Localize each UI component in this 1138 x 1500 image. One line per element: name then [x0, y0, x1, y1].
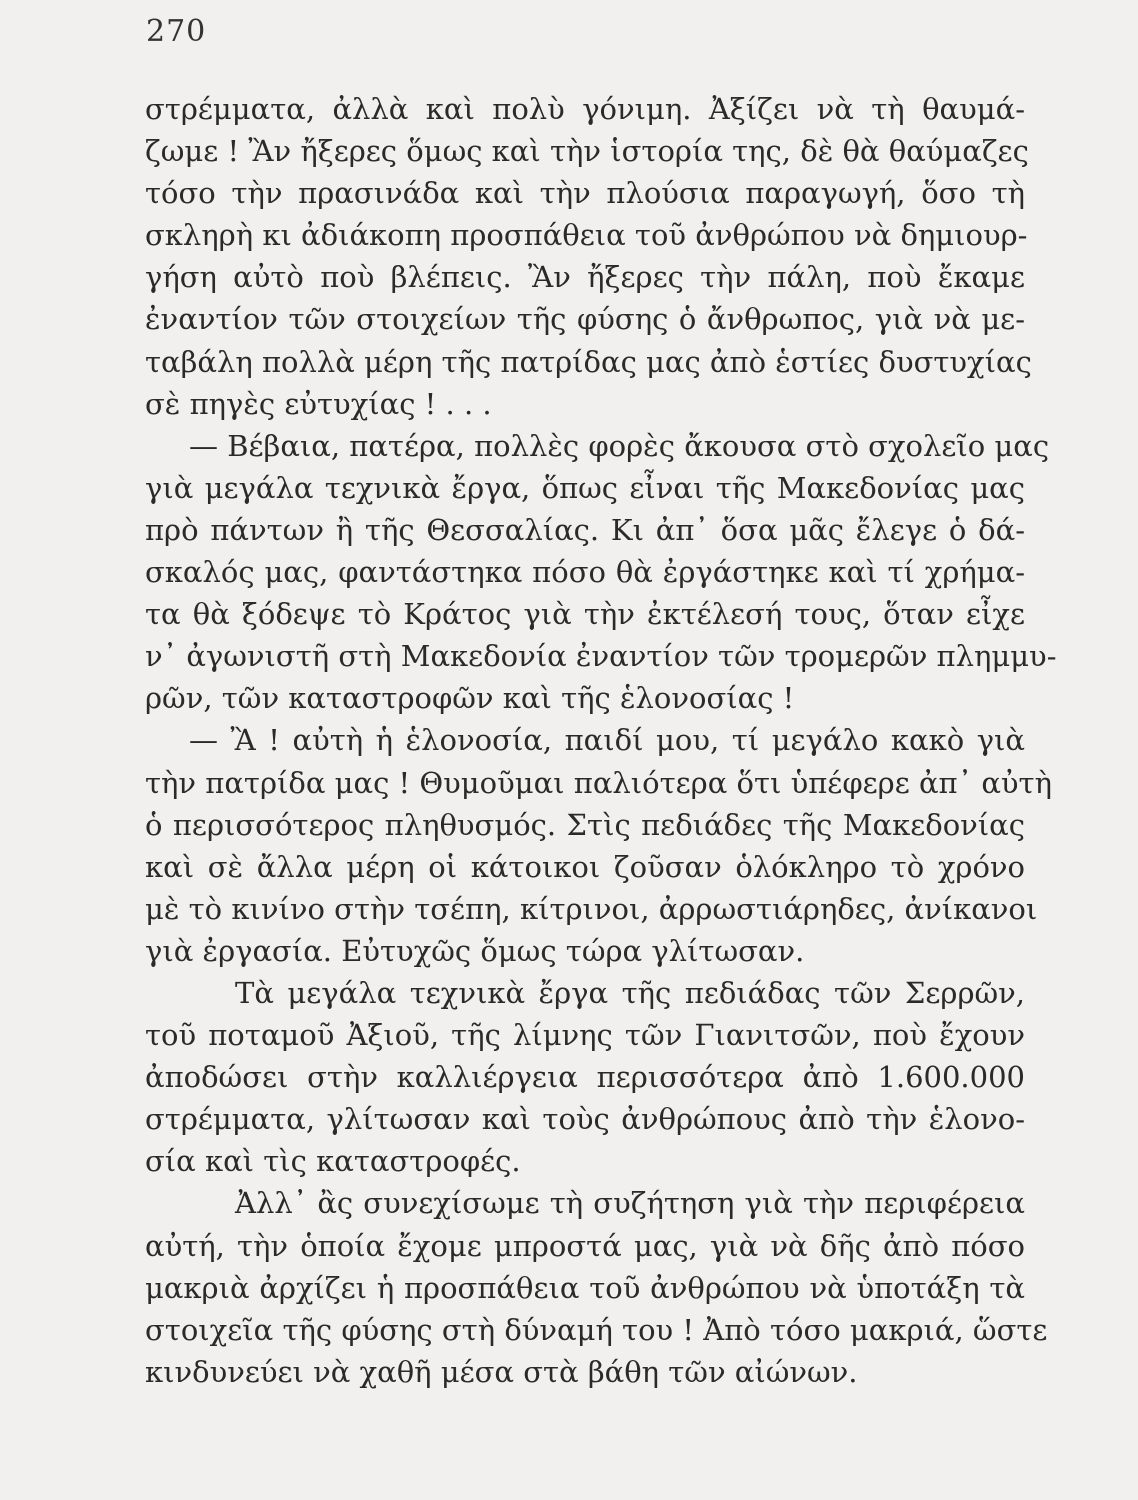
text-line: πρὸ πάντων ἢ τῆς Θεσσαλίας. Κι ἀπ᾿ ὅσα μᾶς ἔλεγε ὁ δά-: [145, 512, 1025, 547]
text-line: σκαλός μας, φαντάστηκα πόσο θὰ ἐργάστηκε καὶ τί χρήμα-: [145, 555, 1025, 590]
text-line: ὁ περισσότερος πληθυσμός. Στὶς πεδιάδες τῆς Μακεδονίας: [145, 807, 1025, 842]
text-line: τοῦ ποταμοῦ Ἀξιοῦ, τῆς λίμνης τῶν Γιανιτσῶν, ποὺ ἔχουν: [145, 1018, 1025, 1053]
text-line: σὲ πηγὲς εὐτυχίας ! . . .: [145, 386, 492, 421]
text-line: Τὰ μεγάλα τεχνικὰ ἔργα τῆς πεδιάδας τῶν Σερρῶν,: [235, 975, 1025, 1010]
text-line: — Ἂ ! αὐτὴ ἡ ἑλονοσία, παιδί μου, τί μεγάλο κακὸ γιὰ: [189, 723, 1025, 758]
text-line: τὴν πατρίδα μας ! Θυμοῦμαι παλιότερα ὅτι ὑπέφερε ἀπ᾿ αὐτὴ: [145, 765, 1052, 800]
text-line: μακριὰ ἀρχίζει ἡ προσπάθεια τοῦ ἀνθρώπου νὰ ὑποτάξη τὰ: [145, 1270, 1025, 1305]
text-line: ἐναντίον τῶν στοιχείων τῆς φύσης ὁ ἄνθρωπος, γιὰ νὰ με-: [145, 302, 1025, 337]
text-line: ταβάλη πολλὰ μέρη τῆς πατρίδας μας ἀπὸ ἑστίες δυστυχίας: [145, 344, 1032, 379]
text-line: στρέμματα, ἀλλὰ καὶ πολὺ γόνιμη. Ἀξίζει νὰ τὴ θαυμά-: [145, 92, 1025, 126]
text-line: ἀποδώσει στὴν καλλιέργεια περισσότερα ἀπὸ 1.600.000: [145, 1060, 1025, 1095]
page-number: 270: [146, 14, 207, 49]
text-line: τα θὰ ξόδεψε τὸ Κράτος γιὰ τὴν ἐκτέλεσή τους, ὅταν εἶχε: [145, 597, 1025, 632]
text-line: τόσο τὴν πρασινάδα καὶ τὴν πλούσια παραγωγή, ὅσο τὴ: [145, 176, 1025, 211]
text-line: σία καὶ τὶς καταστροφές.: [145, 1144, 521, 1179]
text-line: ζωμε ! Ἂν ἤξερες ὅμως καὶ τὴν ἱστορία της, δὲ θὰ θαύμαζες: [145, 134, 1029, 169]
text-line: μὲ τὸ κινίνο στὴν τσέπη, κίτρινοι, ἀρρωστιάρηδες, ἀνίκανοι: [145, 891, 1038, 926]
text-line: αὐτή, τὴν ὁποία ἔχομε μπροστά μας, γιὰ νὰ δῆς ἀπὸ πόσο: [145, 1228, 1025, 1263]
text-line: Ἀλλ᾿ ἂς συνεχίσωμε τὴ συζήτηση γιὰ τὴν περιφέρεια: [235, 1186, 1025, 1221]
text-line: σκληρὴ κι ἀδιάκοπη προσπάθεια τοῦ ἀνθρώπου νὰ δημιουρ-: [145, 218, 1028, 253]
body-text: [145, 88, 1057, 1393]
text-line: καὶ σὲ ἄλλα μέρη οἱ κάτοικοι ζοῦσαν ὁλόκληρο τὸ χρόνο: [145, 849, 1025, 884]
text-line: κινδυνεύει νὰ χαθῆ μέσα στὰ βάθη τῶν αἰώνων.: [145, 1354, 858, 1389]
text-line: — Βέβαια, πατέρα, πολλὲς φορὲς ἄκουσα στὸ σχολεῖο μας: [189, 428, 1050, 463]
text-line: γιὰ μεγάλα τεχνικὰ ἔργα, ὅπως εἶναι τῆς Μακεδονίας μας: [145, 470, 1025, 505]
text-line: γιὰ ἐργασία. Εὐτυχῶς ὅμως τώρα γλίτωσαν.: [145, 933, 805, 968]
text-line: ν᾿ ἀγωνιστῆ στὴ Μακεδονία ἐναντίον τῶν τρομερῶν πλημμυ-: [145, 639, 1057, 674]
text-line: στρέμματα, γλίτωσαν καὶ τοὺς ἀνθρώπους ἀπὸ τὴν ἑλονο-: [145, 1102, 1025, 1137]
text-line: ρῶν, τῶν καταστροφῶν καὶ τῆς ἑλονοσίας !: [145, 681, 795, 716]
text-line: στοιχεῖα τῆς φύσης στὴ δύναμή του ! Ἀπὸ τόσο μακριά, ὥστε: [145, 1312, 1048, 1347]
text-line: γήση αὐτὸ ποὺ βλέπεις. Ἂν ἤξερες τὴν πάλη, ποὺ ἔκαμε: [145, 260, 1025, 295]
